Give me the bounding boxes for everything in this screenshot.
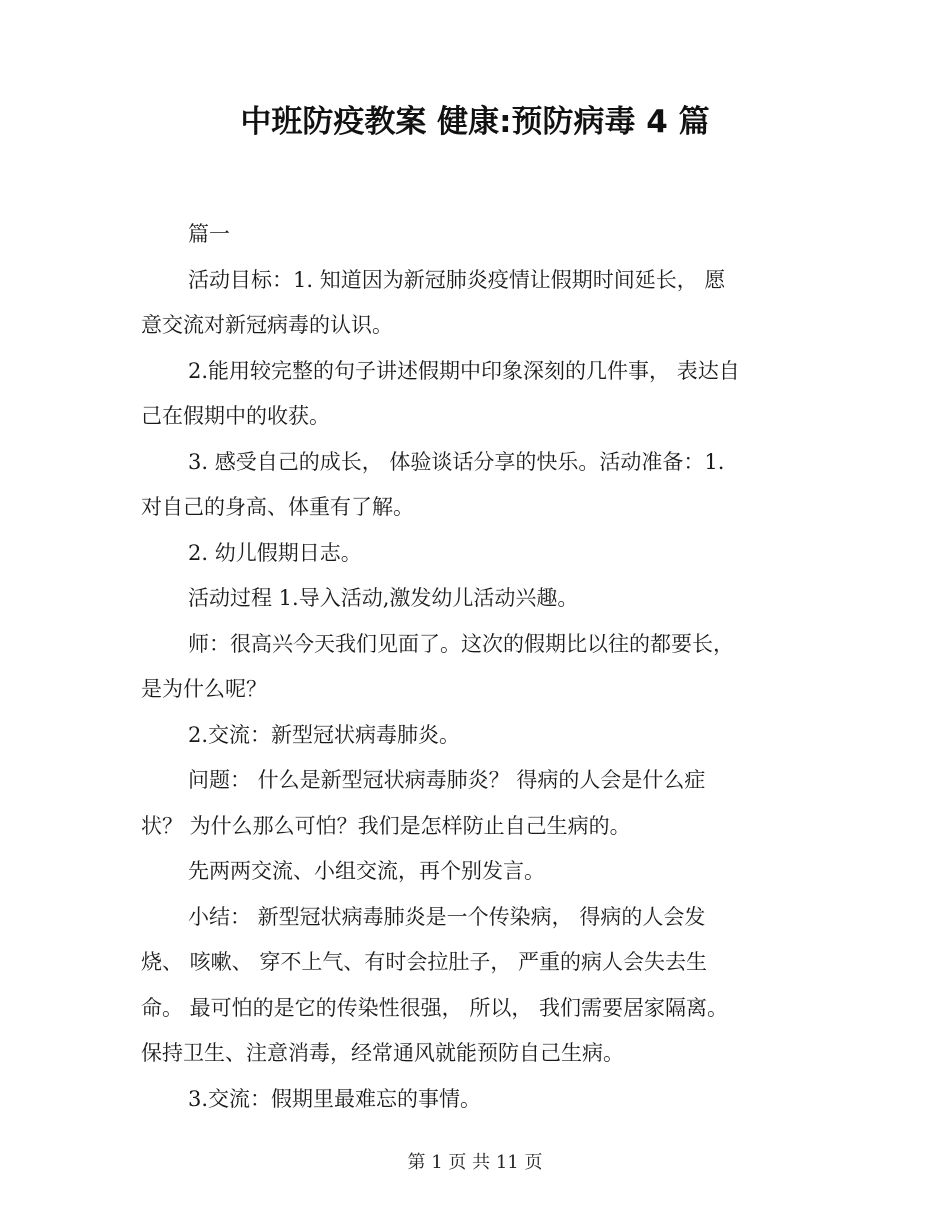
body-line: 3. 感受自己的成长， 体验谈话分享的快乐。活动准备：1. (188, 449, 725, 474)
body-line: 烧、 咳嗽、 穿不上气、有时会拉肚子， 严重的病人会失去生 (141, 950, 708, 974)
body-line: 状？ 为什么那么可怕？我们是怎样防止自己生病的。 (141, 813, 631, 838)
page-footer: 第 1 页 共 11 页 (407, 1152, 543, 1173)
body-line: 2.能用较完整的句子讲述假期中印象深刻的几件事， 表达自 (188, 358, 740, 383)
body-line: 己在假期中的收获。 (141, 404, 330, 428)
body-line: 问题： 什么是新型冠状病毒肺炎？ 得病的人会是什么症 (188, 768, 706, 792)
body-line: 命。 最可怕的是它的传染性很强， 所以， 我们需要居家隔离。 (141, 995, 729, 1020)
body-line: 先两两交流、小组交流，再个别发言。 (188, 859, 545, 883)
body-line: 活动目标：1. 知道因为新冠肺炎疫情让假期时间延长， 愿 (188, 267, 726, 292)
body-line: 对自己的身高、体重有了解。 (141, 495, 414, 519)
document-title: 中班防疫教案 健康:预防病毒 4 篇 (240, 104, 710, 140)
document-body (141, 212, 811, 1122)
body-line: 2. 幼儿假期日志。 (188, 540, 362, 565)
body-line: 2.交流：新型冠状病毒肺炎。 (188, 722, 461, 747)
body-line: 保持卫生、注意消毒，经常通风就能预防自己生病。 (141, 1041, 624, 1065)
body-line: 小结： 新型冠状病毒肺炎是一个传染病， 得病的人会发 (188, 904, 706, 929)
body-line: 师：很高兴今天我们见面了。这次的假期比以往的都要长， (188, 631, 734, 656)
body-line: 是为什么呢？ (141, 677, 267, 701)
body-line: 意交流对新冠病毒的认识。 (141, 313, 393, 337)
body-line: 3.交流：假期里最难忘的事情。 (188, 1086, 482, 1111)
body-line: 篇一 (188, 222, 230, 246)
body-line: 活动过程 1.导入活动,激发幼儿活动兴趣。 (188, 586, 579, 610)
